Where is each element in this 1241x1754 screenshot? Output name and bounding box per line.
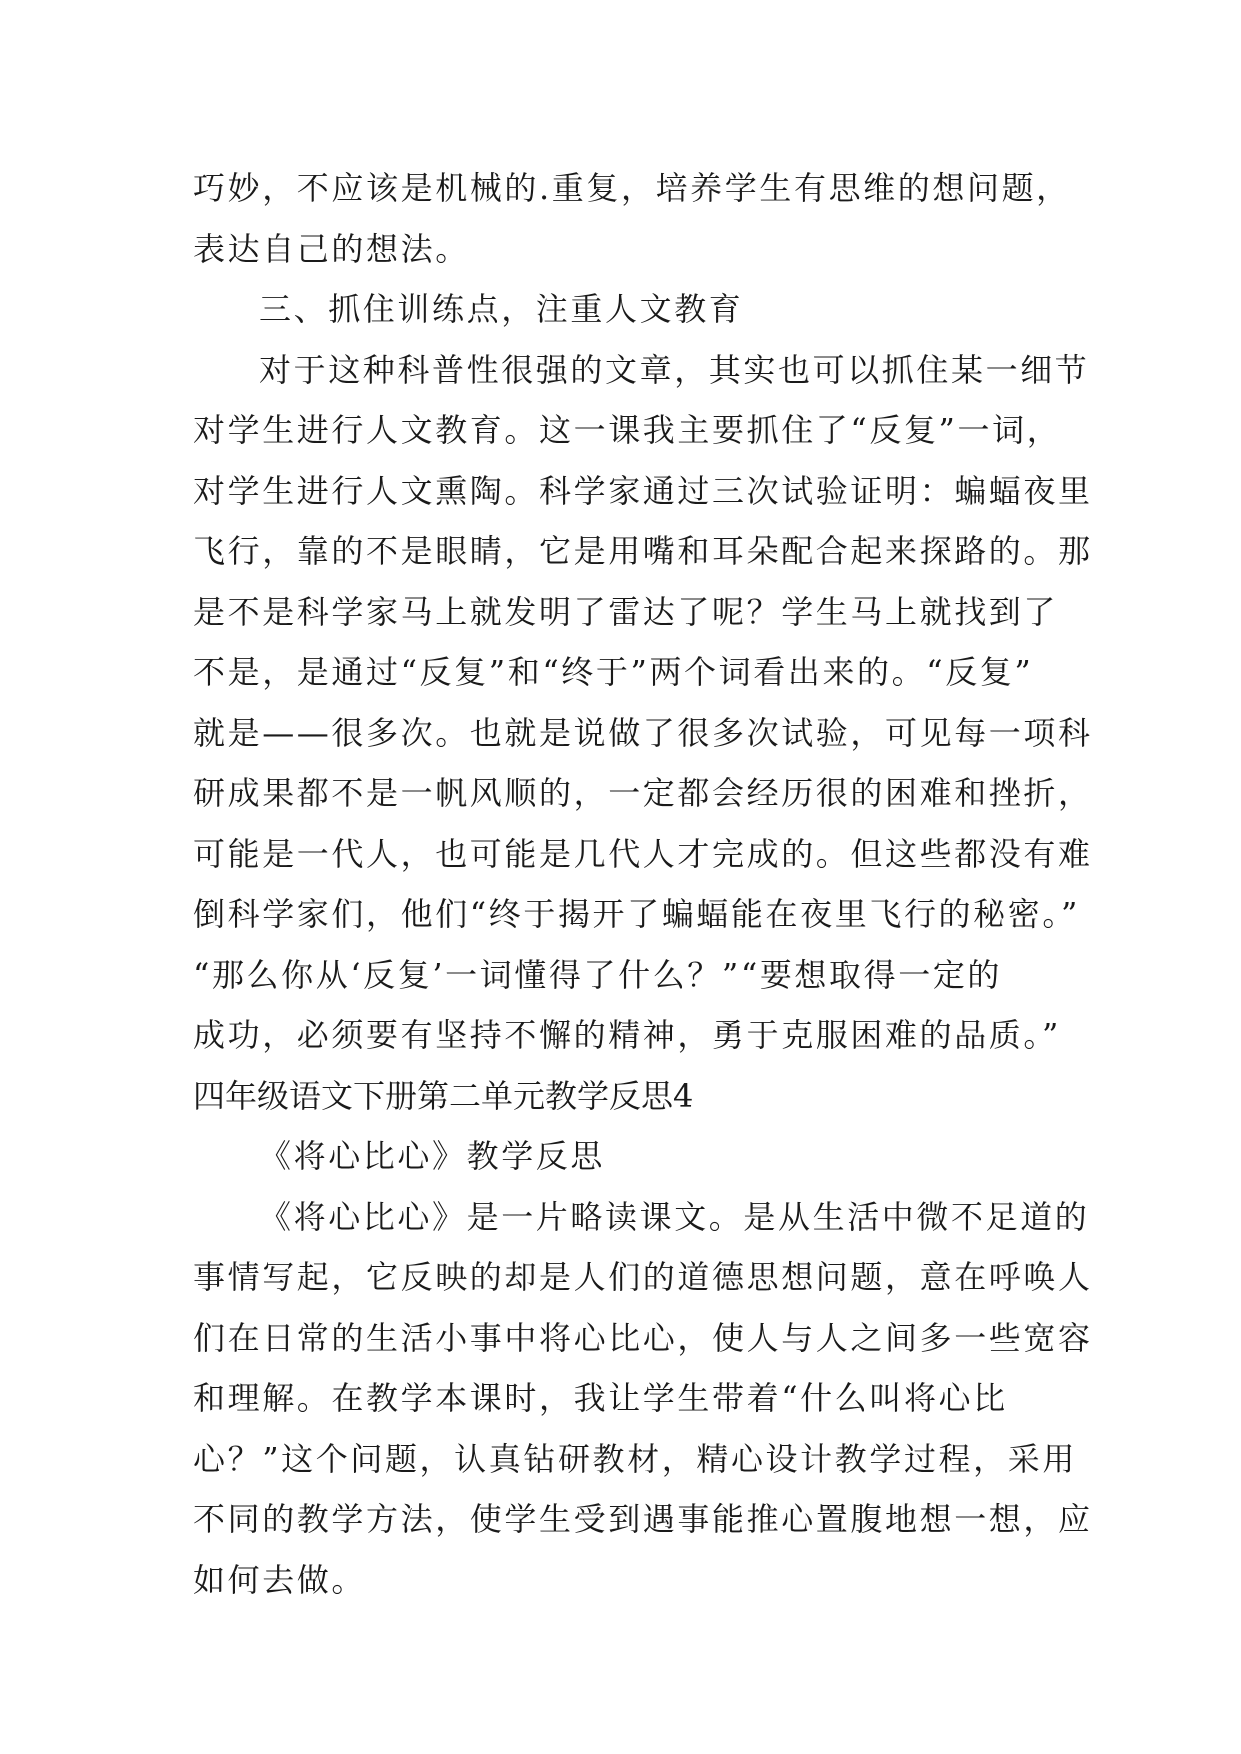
paragraph-line: 飞行，靠的不是眼睛，它是用嘴和耳朵配合起来探路的。那 <box>193 532 1093 570</box>
paragraph-line: 就是——很多次。也就是说做了很多次试验，可见每一项科 <box>193 713 1093 752</box>
paragraph-line: 倒科学家们，他们“终于揭开了蝙蝠能在夜里飞行的秘密。” <box>193 895 1080 933</box>
paragraph-line: 和理解。在教学本课时，我让学生带着“什么叫将心比 <box>193 1379 1008 1417</box>
paragraph-line: 对学生进行人文教育。这一课我主要抓住了“反复”一词， <box>193 411 1062 449</box>
section-heading: 三、抓住训练点，注重人文教育 <box>259 290 744 328</box>
paragraph-line: 成功，必须要有坚持不懈的精神，勇于克服困难的品质。” <box>193 1016 1061 1054</box>
paragraph-line: 心？”这个问题，认真钻研教材，精心设计教学过程，采用 <box>193 1439 1077 1478</box>
paragraph-line: 不是，是通过“反复”和“终于”两个词看出来的。“反复” <box>193 653 1034 691</box>
paragraph-line: 可能是一代人，也可能是几代人才完成的。但这些都没有难 <box>193 834 1093 873</box>
paragraph-line: 表达自己的想法。 <box>193 229 470 268</box>
paragraph-line: 如何去做。 <box>193 1560 367 1599</box>
paragraph-line: 对学生进行人文熏陶。科学家通过三次试验证明：蝙蝠夜里 <box>193 471 1093 510</box>
document-title: 四年级语文下册第二单元教学反思4 <box>193 1076 694 1115</box>
paragraph-line: 是不是科学家马上就发明了雷达了呢？学生马上就找到了 <box>193 592 1059 631</box>
paragraph-line: 巧妙，不应该是机械的.重复，培养学生有思维的想问题， <box>193 169 1071 207</box>
paragraph-line: 事情写起，它反映的却是人们的道德思想问题，意在呼唤人 <box>193 1258 1093 1296</box>
paragraph-line: 们在日常的生活小事中将心比心，使人与人之间多一些宽容 <box>193 1318 1093 1357</box>
paragraph-line: 不同的教学方法，使学生受到遇事能推心置腹地想一想，应 <box>193 1500 1093 1538</box>
paragraph-line: “那么你从‘反复’一词懂得了什么？”“要想取得一定的 <box>193 955 1003 994</box>
document-body <box>193 158 1093 1610</box>
paragraph-line: 《将心比心》是一片略读课文。是从生活中微不足道的 <box>259 1197 1090 1236</box>
article-title: 《将心比心》教学反思 <box>259 1137 606 1175</box>
paragraph-line: 研成果都不是一帆风顺的，一定都会经历很的困难和挫折， <box>193 774 1093 812</box>
paragraph-line: 对于这种科普性很强的文章，其实也可以抓住某一细节 <box>259 350 1090 389</box>
